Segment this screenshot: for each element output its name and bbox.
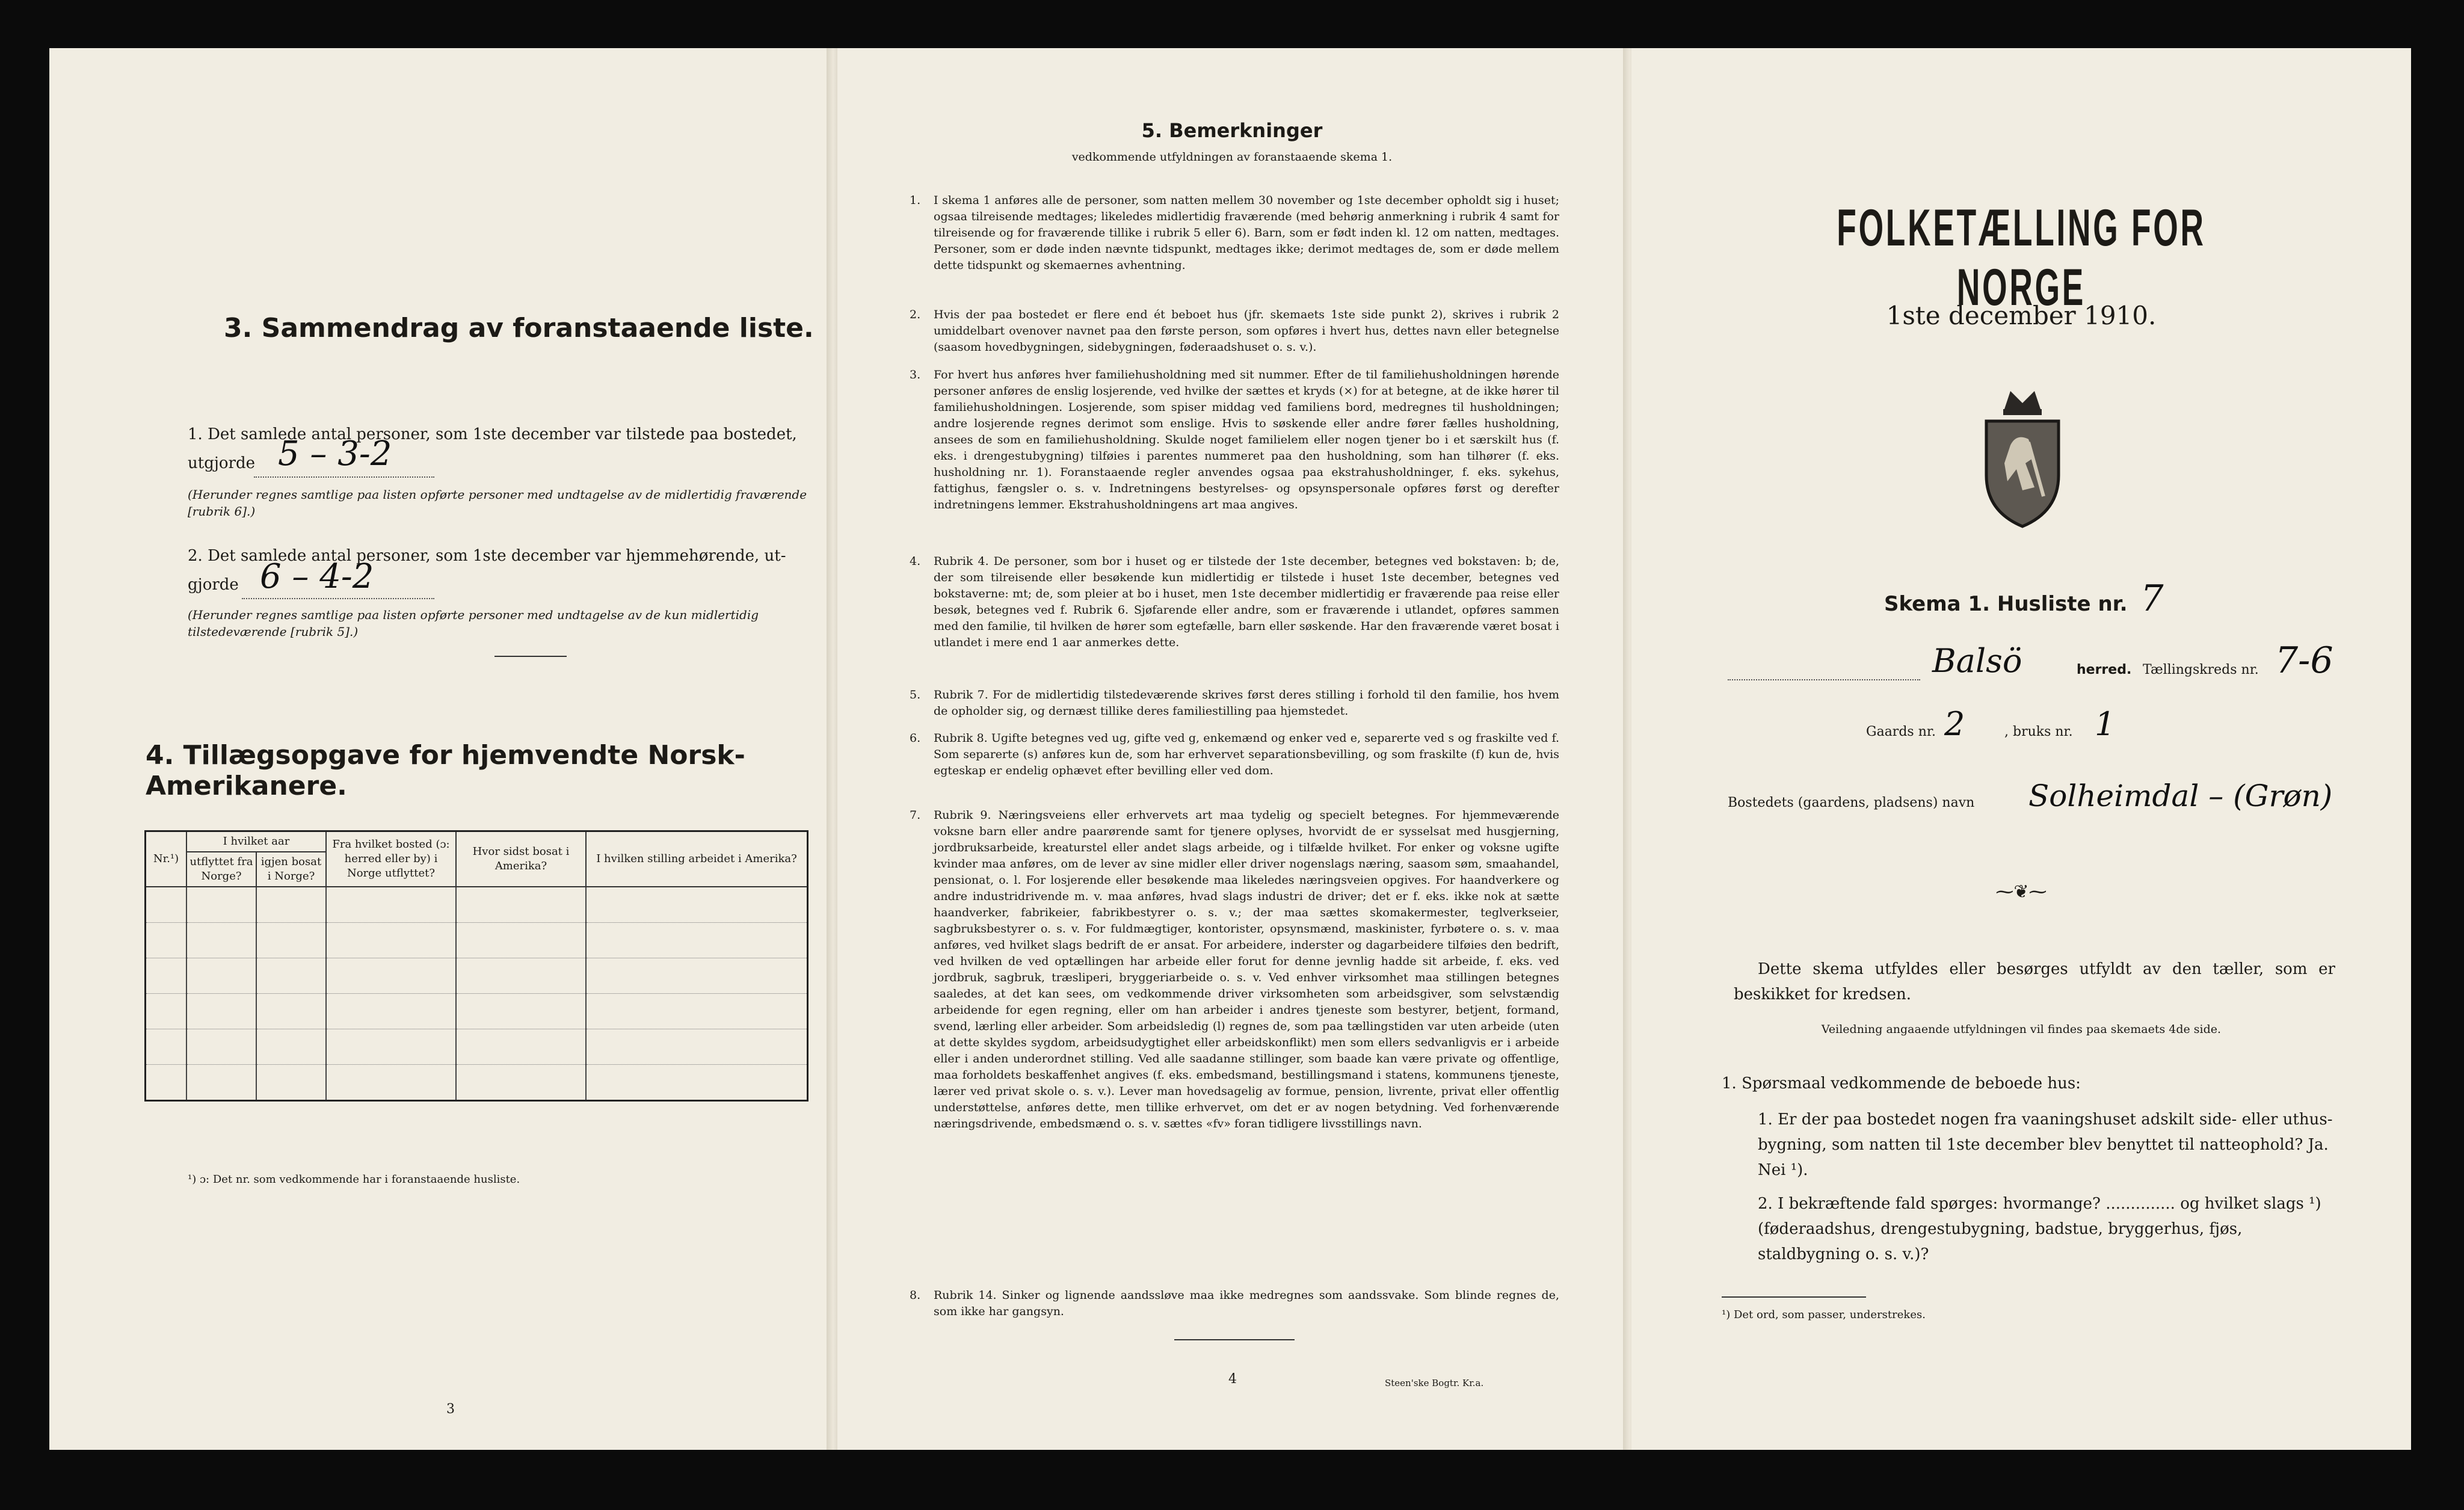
- census-date: 1ste december 1910.: [1886, 301, 2157, 330]
- divider: [494, 656, 567, 657]
- sec3-item2-utgjorde: gjorde: [188, 576, 239, 594]
- herred-line: [1728, 639, 2359, 689]
- table-row: [146, 958, 808, 994]
- sec3-item1-utgjorde: utgjorde: [188, 454, 256, 472]
- col-nr: Nr.¹): [146, 831, 187, 887]
- sec3-item2-note: (Herunder regnes samtlige paa listen opførte personer med undtagelse av de kun midlertidig tilstedeværende [rubrik 5].): [188, 608, 759, 639]
- remark-1: 1. I skema 1 anføres alle de personer, som natten mellem 30 november og 1ste december opholdt sig i huset; ogsaa tilreisende medtages; likeledes midlertidig fraværende (med behørig anmerkning i rubrik 4 samt for tilreisende og for fraværende tillike i rubrik 5 eller 6). Barn, som er født inden kl. 12 om natten, medtages. Personer, som er døde inden nævnte tidspunkt, medtages ikke; derimot medtages de, som er døde mellem dette tidspunkt og skemaernes avhentning.: [910, 194, 1559, 272]
- herred-label: herred.: [2077, 662, 2132, 677]
- table-row: [146, 994, 808, 1029]
- col-stilling: I hvilken stilling arbeidet i Amerika?: [586, 831, 808, 887]
- cover-page: [1631, 48, 2411, 1450]
- table-row: [146, 1065, 808, 1101]
- page-number: 3: [446, 1402, 455, 1417]
- col-fra-bosted: Fra hvilket bosted (ɔ: herred eller by) i Norge utflyttet?: [326, 831, 456, 887]
- table-row: [146, 887, 808, 923]
- sec3-item1: 1. Det samlede antal personer, som 1ste december var tilstede paa bostedet,: [188, 425, 797, 443]
- remark-8: 8. Rubrik 14. Sinker og lignende aandssløve maa ikke medregnes som aandssvake. Som blinde regnes de, som ikke har gangsyn.: [910, 1289, 1559, 1318]
- remark-7: 7. Rubrik 9. Næringsveiens eller erhvervets art maa tydelig og specielt betegnes. For hjemmeværende voksne barn eller andre paarørende samt for tjenere oplyses, hvorvidt de er sysselsat med husgjerning, jordbruksarbeide, kreaturstel eller andet slags arbeide, og i tilfælde hvilket. For enker og voksne ugifte kvinder maa anføres, om de lever av sine midler eller driver nogenslags næring, saasom søm, smaahandel, pensionat, o. l. For losjerende eller besøkende maa likeledes næringsveien opgives. For haandverkere og andre industridrivende m. v. maa anføres, hvad slags industri de driver; det er f. eks. ikke nok at sætte haandverker, fabrikeier, fabrikbestyrer o. s. v.; der maa sættes skomakermester, teglverkseier, sagbruksbestyrer o. s. v. For fuldmægtiger, kontorister, opsynsmænd, maskinister, fyrbøtere o. s. v. maa anføres, ved hvilket slags bedrift de er ansat. For arbeidere, inderster og dagarbeidere tilføies den bedrift, ved hvilken de ved optællingen har arbeide eller forut for denne jevnlig hadde sit arbeide, f. eks. ved jordbruk, sagbruk, træsliperi, bryggeriarbeide o. s. v. Ved enhver virksomhet maa stillingen betegnes saaledes, at det kan sees, om vedkommende driver virksomheten som arbeidsgiver, som selvstændig arbeidende for egen regning, eller om han arbeider i andres tjeneste som bestyrer, betjent, formand, svend, lærling eller arbeider. Som arbeidsledig (l) regnes de, som paa tællingstiden var uten arbeide (uten at dette skyldes sygdom, arbeidsudygtighet eller arbeidskonflikt) men som ellers sedvanligvis er i arbeide eller i anden underordnet stilling. Ved alle saadanne stillinger, som baade kan være private og offentlige, maa forholdets beskaffenhet angives (f. eks. embedsmand, bestillingsmand i statens, kommunens tjeneste, lærer ved privat skole o. s. v.). Lever man hovedsagelig av formue, pension, livrente, privat eller offentlig understøttelse, anføres dette, men tillike erhvervet, om det er av nogen betydning. Ved forhenværende næringsdrivende, embedsmænd o. s. v. sættes «fv» foran tidligere livsstillings navn.: [910, 809, 1559, 1130]
- page-4-remarks: [837, 48, 1627, 1450]
- col-igjen-bosat: igjen bosat i Norge?: [256, 852, 326, 887]
- table-footnote: ¹) ɔ: Det nr. som vedkommende har i foranstaaende husliste.: [188, 1173, 520, 1186]
- col-utflyttet: utflyttet fra Norge?: [186, 852, 256, 887]
- question-heading: 1. Spørsmaal vedkommende de beboede hus:: [1722, 1074, 2081, 1092]
- bosted-label: Bostedets (gaardens, pladsens) navn: [1728, 795, 1975, 810]
- remark-6: 6. Rubrik 8. Ugifte betegnes ved ug, gifte ved g, enkemænd og enker ved e, separerte ved s og fraskilte ved f. Som separerte (s) anføres kun de, som har erhvervet separationsbevilling, og som fraskilte (f) kun de, hvis egteskap er endelig ophævet efter bevilling eller ved dom.: [910, 732, 1559, 777]
- herred-value: Balsö: [1932, 642, 2022, 680]
- table-row: [146, 923, 808, 958]
- census-title: FOLKETÆLLING FOR NORGE: [1837, 199, 2206, 316]
- fill-line: [254, 476, 434, 478]
- footnote: ¹) Det ord, som passer, understrekes.: [1722, 1308, 1926, 1321]
- footnote-rule: [1722, 1296, 1866, 1298]
- sec3-item1-note: (Herunder regnes samtlige paa listen opførte personer med undtagelse av de midlertidig fraværende [rubrik 6].): [188, 487, 807, 519]
- ornament: ⁓❦⁓: [1995, 881, 2047, 902]
- section-5-subtitle: vedkommende utfyldningen av foranstaaende skema 1.: [1071, 150, 1393, 164]
- norway-coat-of-arms-icon: [1968, 385, 2077, 529]
- tkreds-value: 7-6: [2275, 639, 2333, 682]
- norsk-amerikanere-table: [144, 830, 808, 1102]
- divider: [1174, 1339, 1295, 1340]
- question-2: 2. I bekræftende fald spørges: hvormange? .............. og hvilket slags ¹) (føderaadshus, drengestubygning, badstue, bryggerhus, fjøs, staldbygning o. s. v.)?: [1758, 1195, 2321, 1263]
- col-group-year: I hvilket aar: [186, 831, 326, 852]
- bosted-value: Solheimdal – (Grøn): [2028, 778, 2333, 813]
- gaards-line: [1866, 705, 2287, 752]
- table-row: [146, 1029, 808, 1065]
- remark-3: 3. For hvert hus anføres hver familiehusholdning med sit nummer. Efter de til familiehusholdningen hørende personer anføres de enslig losjerende, ved hvilke der sættes et kryds (×) for at betegne, at de ikke hører til familiehusholdningen. Losjerende, som spiser middag ved familiens bord, medregnes til husholdningen; andre losjerende regnes derimot som enslige. Hvis to søskende eller andre fører fælles husholdning, ansees de som en familiehusholdning. Skulde noget familielem eller nogen tjener bo i et særskilt hus (f. eks. i drengestubygning) tilføies i parentes nummeret paa den husholdning, som han tilhører (f. eks. husholdning nr. 1). Foranstaaende regler anvendes ogsaa paa ekstrahusholdninger, f. eks. sykehus, fattighus, fængsler o. s. v. Indretningens bestyrelses- og opsynspersonale opføres først og derefter indretningens lemmer. Ekstrahusholdningens art maa angives.: [910, 368, 1559, 511]
- bosted-line: [1728, 778, 2389, 824]
- tkreds-label: Tællingskreds nr.: [2143, 662, 2259, 677]
- section-3-title: 3. Sammendrag av foranstaaende liste.: [224, 313, 814, 344]
- col-hvor-sidst: Hvor sidst bosat i Amerika?: [456, 831, 586, 887]
- handwritten-count-present: 5 – 3-2: [278, 434, 392, 473]
- handwritten-count-resident: 6 – 4-2: [260, 557, 374, 596]
- section-5-title: 5. Bemerkninger: [1141, 119, 1323, 142]
- page-3-left: [49, 48, 829, 1450]
- remark-5: 5. Rubrik 7. For de midlertidig tilstedeværende skrives først deres stilling i forhold til den familie, hos hvem de opholder sig, og dernæst tillike deres familiestilling paa hjemstedet.: [910, 688, 1559, 718]
- bruks-value: 1: [2095, 705, 2116, 743]
- skema-label: Skema 1. Husliste nr. 7: [1884, 578, 2164, 620]
- fill-line: [242, 598, 434, 599]
- remark-2: 2. Hvis der paa bostedet er flere end ét beboet hus (jfr. skemaets 1ste side punkt 2), skrives i rubrik 2 umiddelbart ovenover navnet paa den første person, som opføres i hvert hus, dettes navn eller betegnelse (saasom hovedbygningen, sidebygningen, føderaadshuset o. s. v.).: [910, 308, 1559, 354]
- sec3-item2: 2. Det samlede antal personer, som 1ste december var hjemmehørende, ut-: [188, 547, 786, 565]
- husliste-number: 7: [2140, 578, 2164, 620]
- remark-4: 4. Rubrik 4. De personer, som bor i huset og er tilstede der 1ste december, betegnes ved bokstaven: b; de, der som tilreisende eller besøkende kun midlertidig er tilstede i huset 1ste december, betegnes ved bokstaverne: mt; de, som pleier at bo i huset, men 1ste december midlertidig er fraværende paa reise eller besøk, betegnes ved f. Rubrik 6. Sjøfarende eller andre, som er fraværende i utlandet, opføres sammen med den familie, til hvilken de hører som egtefælle, barn eller søskende. Har den fraværende været bosat i utlandet i mere end 1 aar anmerkes dette.: [910, 555, 1559, 649]
- page-number: 4: [1228, 1372, 1237, 1387]
- question-1: 1. Er der paa bostedet nogen fra vaaningshuset adskilt side- eller uthus-bygning, som natten til 1ste december blev benyttet til natteophold? Ja. Nei ¹).: [1758, 1111, 2333, 1179]
- printer-mark: Steen'ske Bogtr. Kr.a.: [1385, 1378, 1484, 1388]
- gaards-value: 2: [1944, 705, 1965, 743]
- bruks-label: , bruks nr.: [2004, 724, 2073, 739]
- gaards-label: Gaards nr.: [1866, 724, 1936, 739]
- section-4-title: 4. Tillægsopgave for hjemvendte Norsk-Amerikanere.: [146, 740, 745, 801]
- veiledning-note: Veiledning angaaende utfyldningen vil findes paa skemaets 4de side.: [1821, 1023, 2222, 1036]
- intro-text: Dette skema utfyldes eller besørges utfyldt av den tæller, som er beskikket for kredsen.: [1734, 960, 2335, 1003]
